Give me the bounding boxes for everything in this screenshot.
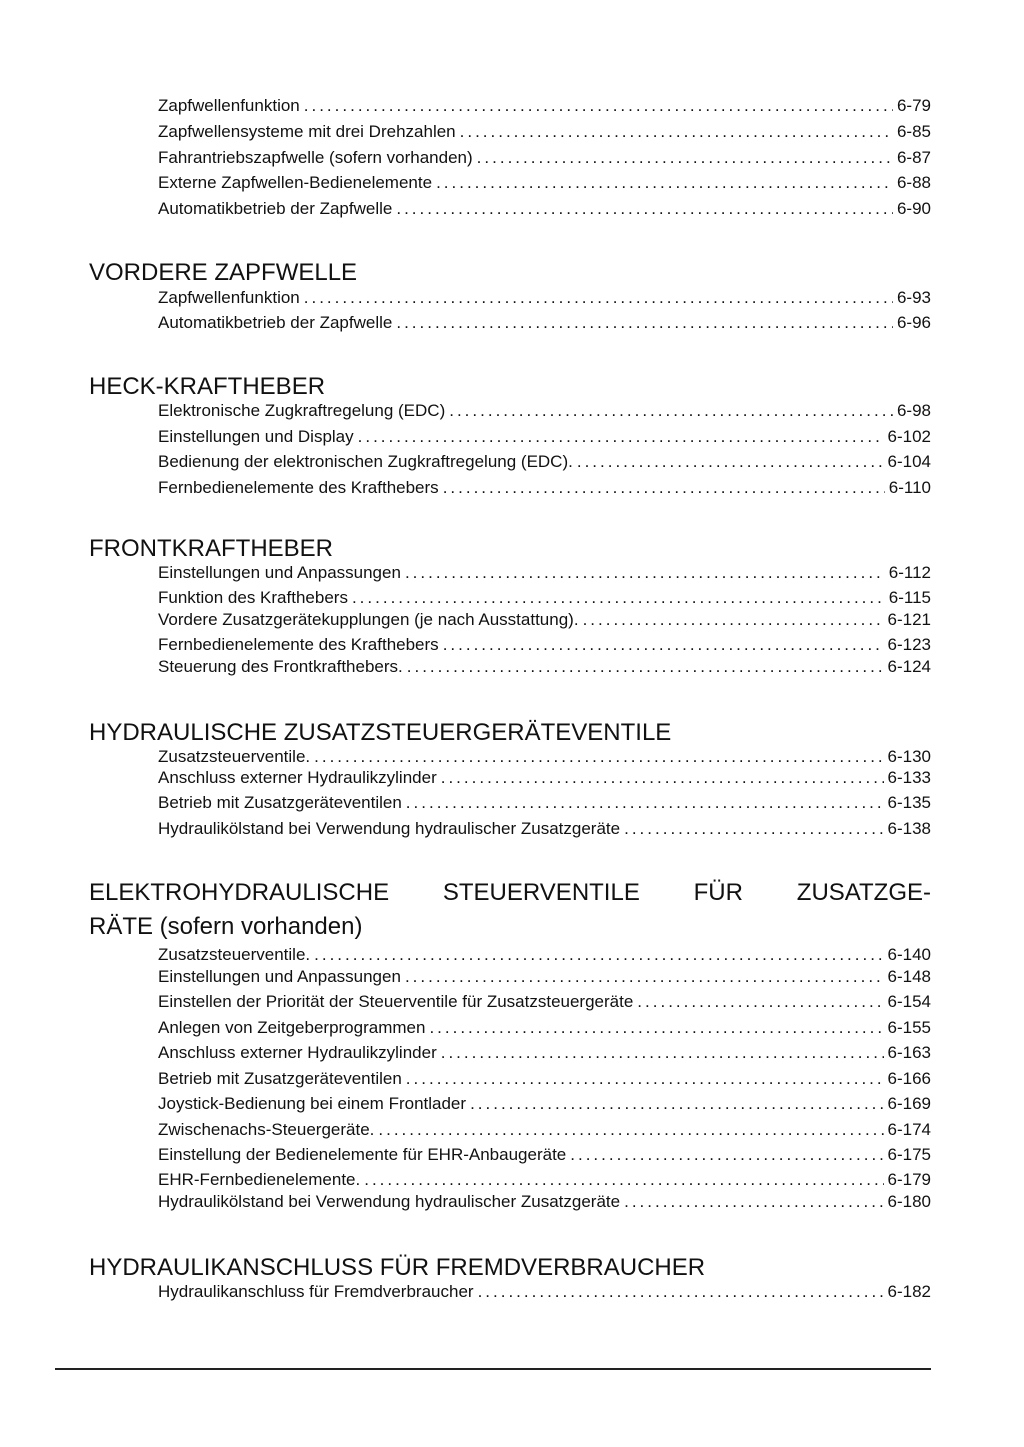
entry-page: 6-155	[887, 1018, 931, 1037]
entry-page: 6-112	[888, 563, 931, 582]
entry-page: 6-88	[896, 173, 931, 192]
toc-entry[interactable]	[158, 1169, 931, 1191]
leader-dots	[570, 1144, 883, 1166]
toc-entry[interactable]	[158, 562, 931, 584]
entry-title: Einstellungen und Anpassungen	[158, 967, 401, 986]
entry-title: Fernbedienelemente des Krafthebers	[158, 635, 439, 654]
footer-rule	[55, 1368, 931, 1370]
entry-title: Einstellung der Bedienelemente für EHR-Anbaugeräte	[158, 1145, 567, 1164]
toc-entry[interactable]	[158, 400, 931, 422]
toc-entry[interactable]	[158, 477, 931, 499]
leader-dots	[314, 746, 883, 768]
toc-entry[interactable]	[158, 147, 931, 169]
leader-dots	[405, 562, 885, 584]
entry-title: Zapfwellensysteme mit drei Drehzahlen	[158, 122, 456, 141]
toc-entry[interactable]	[158, 966, 931, 988]
toc-entry[interactable]	[158, 1144, 931, 1166]
leader-dots	[378, 1119, 883, 1141]
toc-entry[interactable]	[158, 609, 931, 631]
leader-dots	[406, 792, 884, 814]
entry-page: 6-154	[887, 992, 931, 1011]
entry-title: Fahrantriebszapfwelle (sofern vorhanden)	[158, 148, 473, 167]
entry-page: 6-179	[887, 1170, 931, 1189]
entry-title: Hydraulikanschluss für Fremdverbraucher	[158, 1282, 474, 1301]
section-heading: HYDRAULISCHE ZUSATZSTEUERGERÄTEVENTILE	[89, 719, 672, 746]
entry-page: 6-175	[887, 1145, 931, 1164]
entry-title: Elektronische Zugkraftregelung (EDC)	[158, 401, 446, 420]
entry-title: Einstellen der Priorität der Steuerventile für Zusatzsteuergeräte	[158, 992, 634, 1011]
leader-dots	[406, 1068, 884, 1090]
entry-page: 6-110	[888, 478, 931, 497]
leader-dots	[624, 1191, 883, 1213]
section-heading-line-2: RÄTE (sofern vorhanden)	[89, 913, 363, 940]
leader-dots	[443, 477, 885, 499]
entry-page: 6-90	[896, 199, 931, 218]
entry-page: 6-123	[887, 635, 931, 654]
toc-entry[interactable]	[158, 1281, 931, 1303]
entry-title: Einstellungen und Display	[158, 427, 354, 446]
section-heading: HYDRAULIKANSCHLUSS FÜR FREMDVERBRAUCHER	[89, 1254, 706, 1281]
entry-page: 6-133	[887, 768, 931, 787]
leader-dots	[460, 121, 893, 143]
leader-dots	[477, 147, 893, 169]
toc-entry[interactable]	[158, 1191, 931, 1213]
leader-dots	[364, 1169, 883, 1191]
entry-page: 6-93	[896, 288, 931, 307]
entry-title: Zapfwellenfunktion	[158, 96, 300, 115]
entry-page: 6-115	[888, 588, 931, 607]
entry-page: 6-85	[896, 122, 931, 141]
leader-dots	[441, 767, 884, 789]
leader-dots	[470, 1093, 883, 1115]
toc-entry[interactable]	[158, 746, 931, 768]
leader-dots	[396, 198, 893, 220]
entry-title: Fernbedienelemente des Krafthebers	[158, 478, 439, 497]
section-heading-line-1: ELEKTROHYDRAULISCHE STEUERVENTILE FÜR ZUSATZGE-	[89, 879, 931, 906]
entry-page: 6-163	[887, 1043, 931, 1062]
entry-page: 6-180	[887, 1192, 931, 1211]
entry-title: Funktion des Krafthebers	[158, 588, 348, 607]
entry-page: 6-121	[887, 610, 931, 629]
entry-title: Bedienung der elektronischen Zugkraftregelung (EDC).	[158, 452, 573, 471]
entry-title: Anlegen von Zeitgeberprogrammen	[158, 1018, 426, 1037]
leader-dots	[583, 609, 884, 631]
entry-title: Betrieb mit Zusatzgeräteventilen	[158, 793, 402, 812]
toc-entry[interactable]	[158, 991, 931, 1013]
toc-entry[interactable]	[158, 312, 931, 334]
toc-entry[interactable]	[158, 287, 931, 309]
entry-title: Anschluss externer Hydraulikzylinder	[158, 1043, 437, 1062]
entry-title: Vordere Zusatzgerätekupplungen (je nach Ausstattung).	[158, 610, 579, 629]
entry-title: Anschluss externer Hydraulikzylinder	[158, 768, 437, 787]
entry-title: Betrieb mit Zusatzgeräteventilen	[158, 1069, 402, 1088]
entry-title: Joystick-Bedienung bei einem Frontlader	[158, 1094, 467, 1113]
entry-title: Zusatzsteuerventile.	[158, 747, 311, 766]
entry-page: 6-98	[896, 401, 931, 420]
toc-entry[interactable]	[158, 198, 931, 220]
section-heading: HECK-KRAFTHEBER	[89, 373, 326, 400]
entry-title: Hydraulikölstand bei Verwendung hydraulischer Zusatzgeräte	[158, 819, 621, 838]
toc-entry[interactable]	[158, 1119, 931, 1141]
leader-dots	[429, 1017, 883, 1039]
entry-title: Steuerung des Frontkrafthebers.	[158, 657, 403, 676]
entry-title: EHR-Fernbedienelemente.	[158, 1170, 361, 1189]
entry-page: 6-148	[887, 967, 931, 986]
entry-page: 6-174	[887, 1120, 931, 1139]
toc-entry[interactable]	[158, 1042, 931, 1064]
entry-page: 6-182	[887, 1282, 931, 1301]
toc-entry[interactable]	[158, 1093, 931, 1115]
toc-entry[interactable]	[158, 426, 931, 448]
toc-entry[interactable]	[158, 1017, 931, 1039]
leader-dots	[577, 451, 884, 473]
entry-title: Einstellungen und Anpassungen	[158, 563, 401, 582]
toc-entry[interactable]	[158, 172, 931, 194]
entry-page: 6-135	[887, 793, 931, 812]
entry-page: 6-96	[896, 313, 931, 332]
entry-page: 6-169	[887, 1094, 931, 1113]
toc-entry[interactable]	[158, 95, 931, 117]
entry-title: Automatikbetrieb der Zapfwelle	[158, 313, 393, 332]
entry-title: Hydraulikölstand bei Verwendung hydraulischer Zusatzgeräte	[158, 1192, 621, 1211]
leader-dots	[407, 656, 884, 678]
leader-dots	[352, 587, 885, 609]
entry-page: 6-130	[887, 747, 931, 766]
entry-page: 6-79	[896, 96, 931, 115]
entry-title: Zwischenachs-Steuergeräte.	[158, 1120, 375, 1139]
leader-dots	[314, 944, 883, 966]
leader-dots	[478, 1281, 884, 1303]
leader-dots	[441, 1042, 884, 1064]
leader-dots	[304, 95, 893, 117]
leader-dots	[396, 312, 893, 334]
entry-title: Zapfwellenfunktion	[158, 288, 300, 307]
leader-dots	[449, 400, 893, 422]
toc-entry[interactable]	[158, 634, 931, 656]
leader-dots	[443, 634, 884, 656]
toc-entry[interactable]	[158, 1068, 931, 1090]
toc-entry[interactable]	[158, 818, 931, 840]
entry-title: Automatikbetrieb der Zapfwelle	[158, 199, 393, 218]
entry-title: Externe Zapfwellen-Bedienelemente	[158, 173, 433, 192]
toc-entry[interactable]	[158, 767, 931, 789]
toc-entry[interactable]	[158, 587, 931, 609]
entry-page: 6-104	[887, 452, 931, 471]
leader-dots	[304, 287, 893, 309]
entry-page: 6-166	[887, 1069, 931, 1088]
entry-page: 6-87	[896, 148, 931, 167]
toc-entry[interactable]	[158, 944, 931, 966]
entry-page: 6-138	[887, 819, 931, 838]
toc-entry[interactable]	[158, 451, 931, 473]
leader-dots	[624, 818, 883, 840]
section-heading: VORDERE ZAPFWELLE	[89, 259, 358, 286]
entry-title: Zusatzsteuerventile.	[158, 945, 311, 964]
leader-dots	[405, 966, 884, 988]
toc-entry[interactable]	[158, 792, 931, 814]
leader-dots	[637, 991, 883, 1013]
entry-page: 6-140	[887, 945, 931, 964]
leader-dots	[358, 426, 884, 448]
toc-entry[interactable]	[158, 121, 931, 143]
entry-page: 6-124	[887, 657, 931, 676]
section-heading: FRONTKRAFTHEBER	[89, 535, 334, 562]
toc-entry[interactable]	[158, 656, 931, 678]
entry-page: 6-102	[887, 427, 931, 446]
leader-dots	[436, 172, 893, 194]
